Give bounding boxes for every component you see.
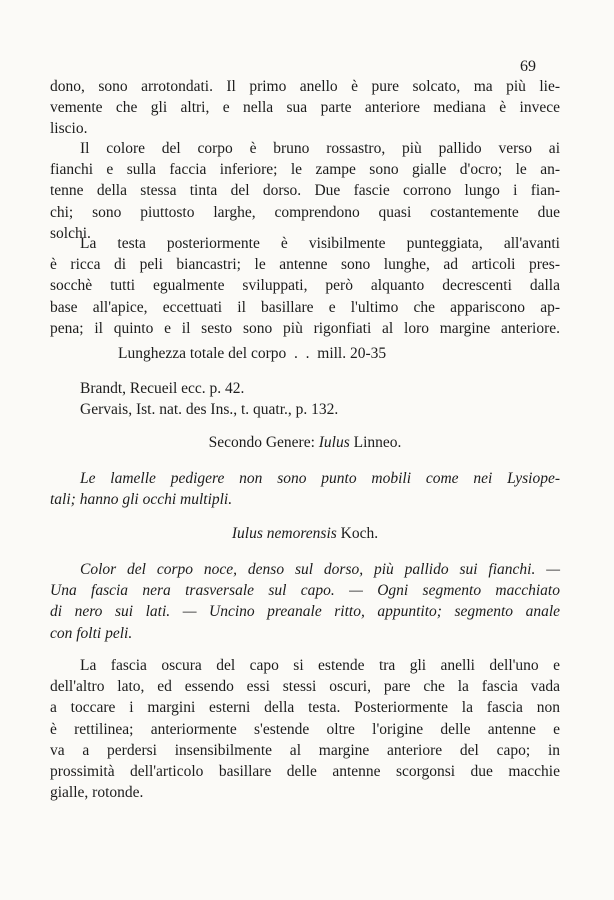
- text-line: prossimità dell'articolo basillare delle antenne scorgonsi due macchie: [50, 763, 560, 781]
- text-line: liscio.: [50, 120, 88, 138]
- text-line: è ricca di peli biancastri; le antenne sono lunghe, ad articoli pres-: [50, 256, 560, 274]
- text-line: di nero sui lati. — Uncino preanale ritto, appuntito; segmento anale: [50, 603, 560, 621]
- species-name: Iulus nemorensis: [231, 525, 337, 542]
- measurement-line: Lunghezza totale del corpo . . mill. 20-35: [118, 345, 387, 362]
- text-line: con folti peli.: [50, 624, 133, 642]
- text-line: Le lamelle pedigere non sono punto mobili come nei Lysiope-: [80, 470, 560, 487]
- genus-heading: [50, 432, 560, 453]
- genus-description: [50, 468, 560, 510]
- text-line: La testa posteriormente è visibilmente punteggiata, all'avanti: [80, 235, 560, 252]
- text-line: è rettilinea; anteriormente s'estende oltre l'origine delle antenne e: [50, 720, 560, 738]
- text-line: dell'altro lato, ed essendo essi stessi oscuri, pare che la fascia vada: [50, 678, 560, 696]
- reference-line: Brandt, Recueil ecc. p. 42.: [80, 380, 245, 397]
- text-line: dono, sono arrotondati. Il primo anello è pure solcato, ma più lie-: [50, 78, 560, 95]
- paragraph-4: [50, 655, 560, 803]
- text-line: va a perdersi insensibilmente al margine anteriore del capo; in: [50, 741, 560, 759]
- reference-line: Gervais, Ist. nat. des Ins., t. quatr., p. 132.: [80, 401, 339, 419]
- text-line: pena; il quinto e il sesto sono più rigonfiati al loro margine anteriore.: [50, 319, 560, 337]
- genus-author: Linneo.: [349, 434, 402, 451]
- species-author: Koch.: [336, 525, 379, 542]
- text-line: gialle, rotonde.: [50, 784, 144, 802]
- text-line: socchè tutti egualmente sviluppati, però alquanto decrescenti dalla: [50, 277, 560, 295]
- text-line: vemente che gli altri, e nella sua parte anteriore mediana è invece: [50, 99, 560, 117]
- paragraph-2: [50, 138, 560, 244]
- text-line: Color del corpo noce, denso sul dorso, più pallido sui fianchi. —: [80, 561, 560, 578]
- text-line: base all'apice, eccettuati il basillare e l'ultimo che appariscono ap-: [50, 298, 560, 316]
- text-line: solchi.: [50, 224, 91, 242]
- paragraph-3: [50, 233, 560, 339]
- text-line: a toccare i margini esterni della testa. Posteriormente la fascia non: [50, 699, 560, 717]
- species-heading: [50, 523, 560, 544]
- genus-name: Iulus: [318, 434, 350, 451]
- genus-heading-prefix: Secondo Genere:: [208, 434, 319, 451]
- species-description: [50, 559, 560, 644]
- text-line: tali; hanno gli occhi multipli.: [50, 491, 233, 509]
- text-line: La fascia oscura del capo si estende tra gli anelli dell'uno e: [80, 657, 560, 674]
- text-line: tenne della stessa tinta del dorso. Due fascie corrono lungo i fian-: [50, 182, 560, 200]
- page-number: 69: [520, 58, 536, 75]
- text-line: Una fascia nera trasversale sul capo. — Ogni segmento macchiato: [50, 582, 560, 600]
- text-line: Il colore del corpo è bruno rossastro, più pallido verso ai: [80, 140, 560, 157]
- references: [50, 378, 560, 420]
- text-line: fianchi e sulla faccia inferiore; le zampe sono gialle d'ocro; le an-: [50, 161, 560, 179]
- paragraph-1: [50, 76, 560, 140]
- text-line: chi; sono piuttosto larghe, comprendono quasi costantemente due: [50, 203, 560, 221]
